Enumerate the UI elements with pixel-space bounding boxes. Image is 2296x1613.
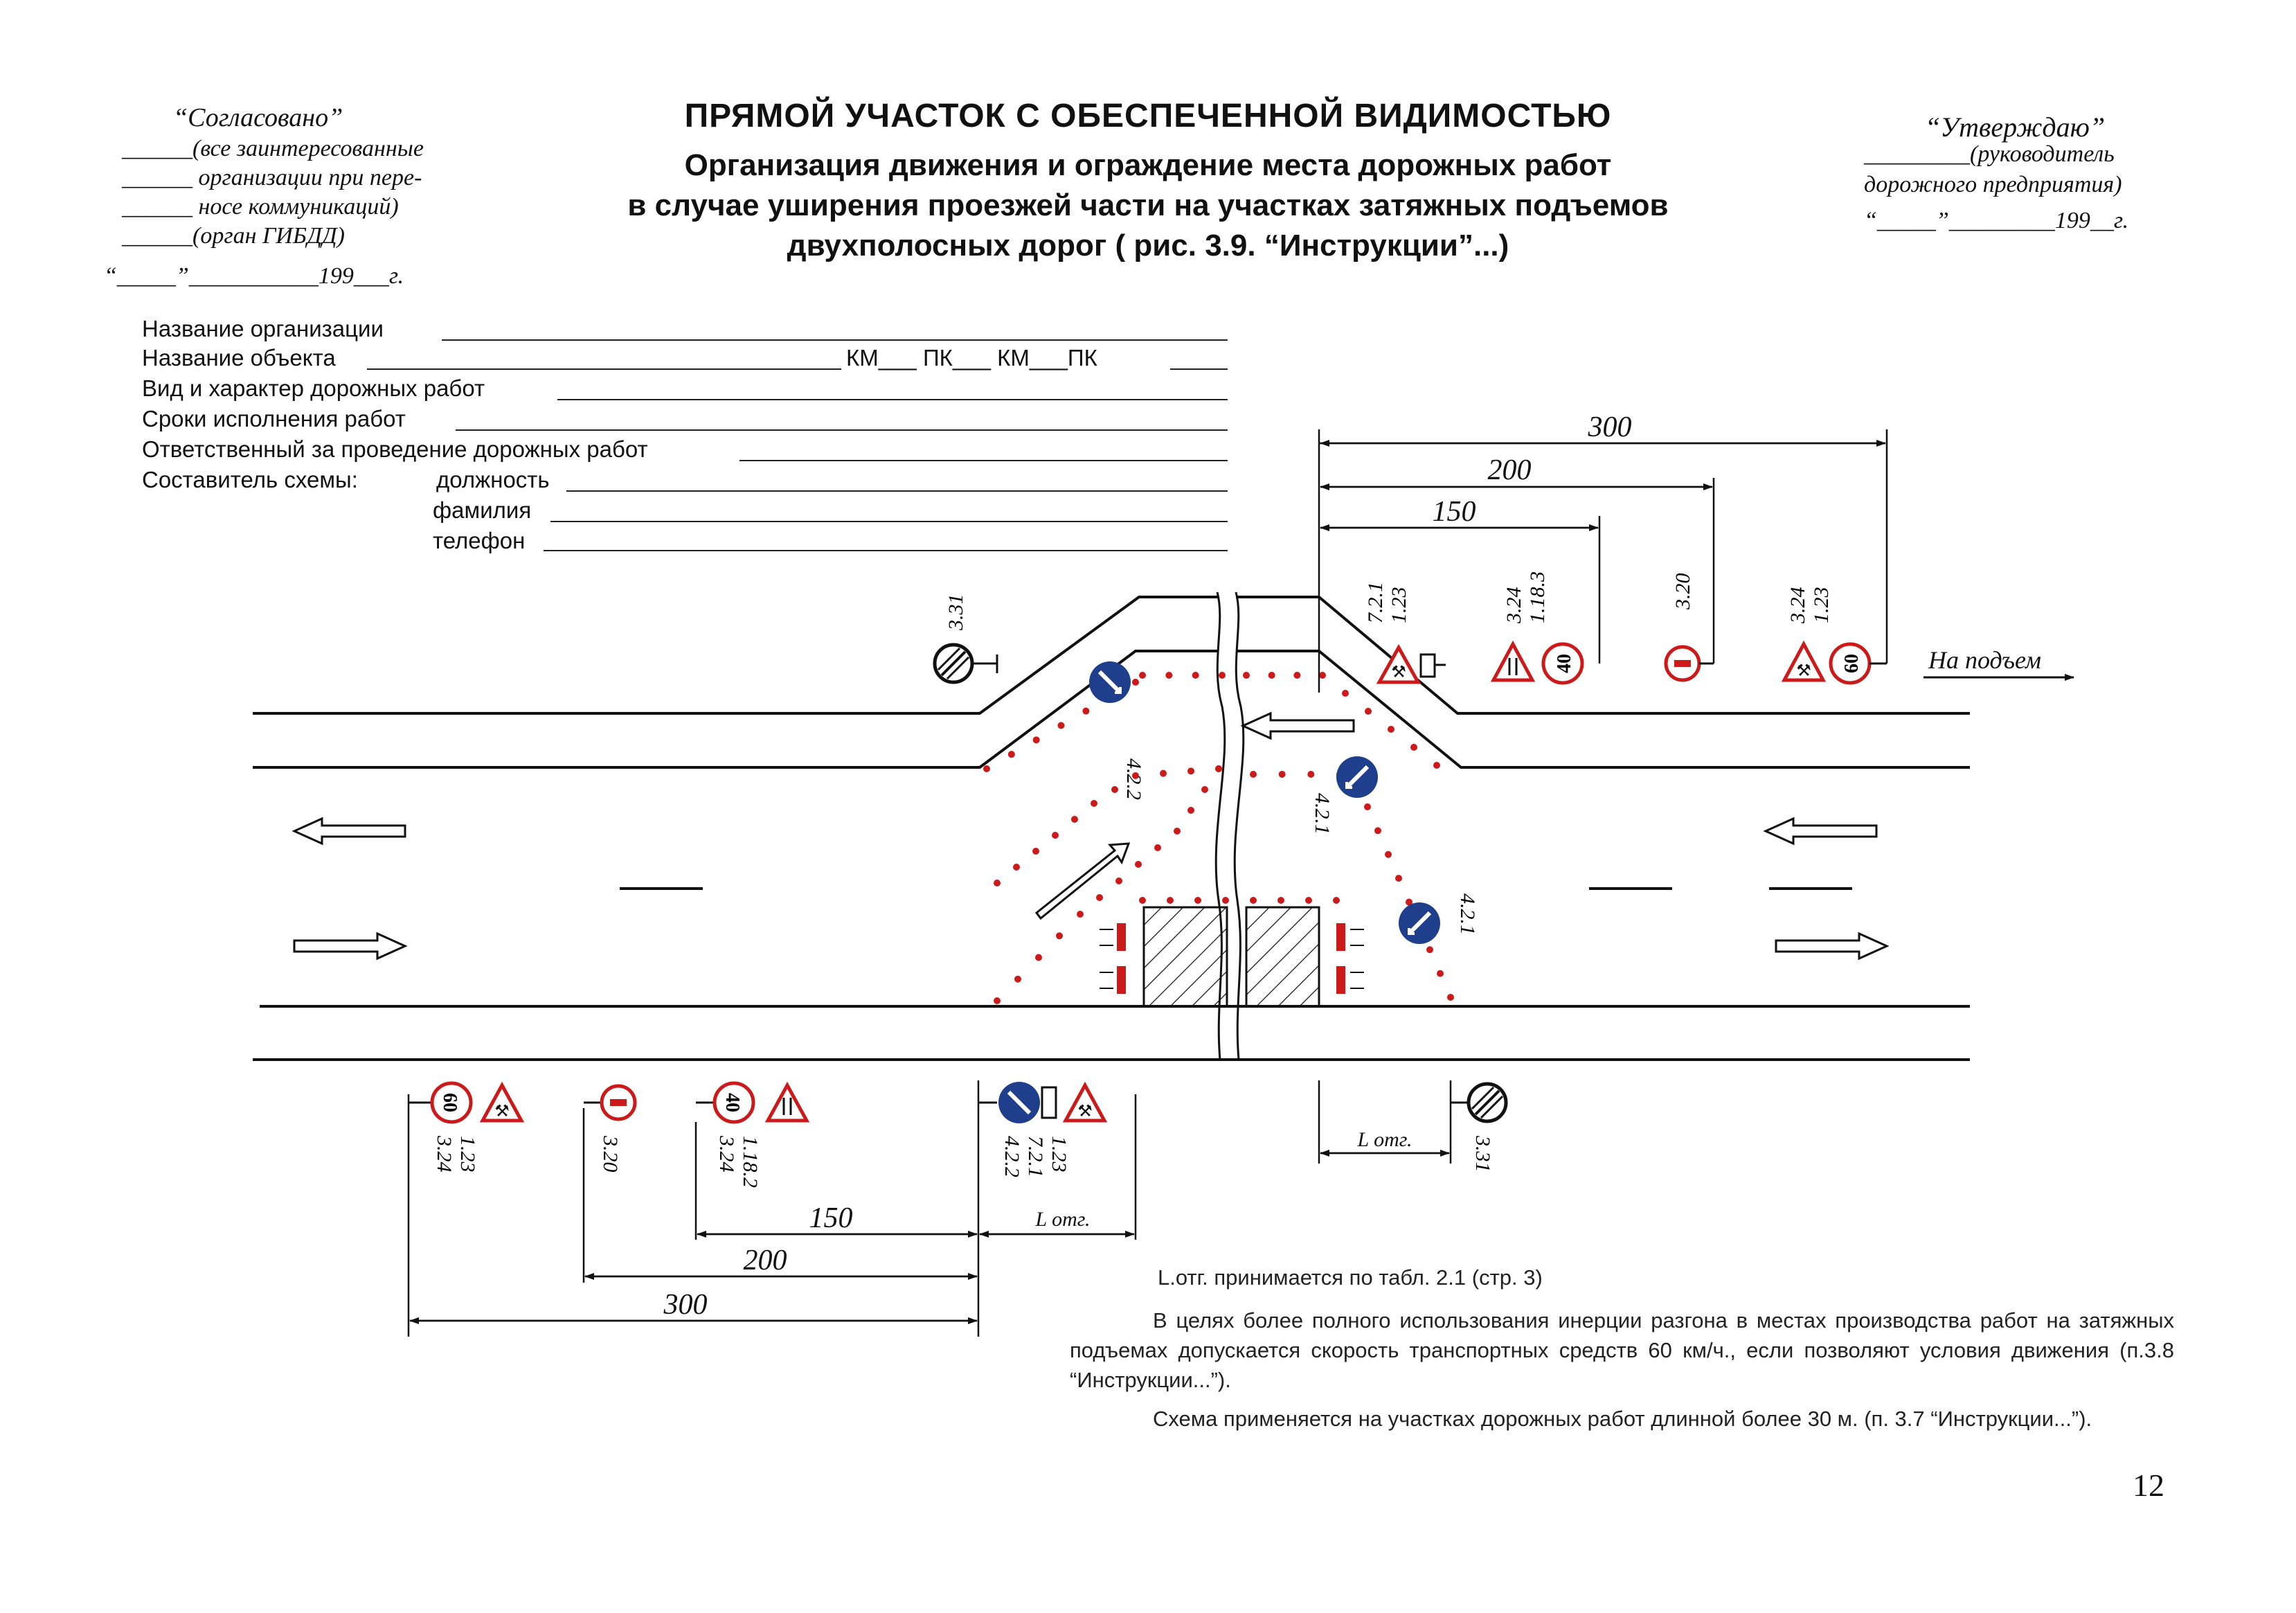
code-3-31-top: 3.31 xyxy=(944,594,967,630)
road-widened-inner-left xyxy=(253,651,1217,767)
cone-dot xyxy=(1385,851,1392,858)
dim-right-l-otg: L отг. xyxy=(1357,1128,1412,1151)
code-4-2-2-7-2-1-1-23-bottom: 4.2.27.2.11.23 xyxy=(1001,1136,1070,1177)
cone-dot xyxy=(1307,771,1314,778)
sign-1-23-7-2-1-top xyxy=(1364,582,1446,682)
approval-right-date: “_____”_________199__г. xyxy=(1864,208,2129,233)
dim-top-300: 300 xyxy=(1588,411,1632,443)
svg-text:⚒: ⚒ xyxy=(1077,1103,1093,1121)
cone-dot xyxy=(1395,875,1402,882)
cone-dot xyxy=(1091,800,1097,807)
code-1-23-3-24-top: 1.233.24 xyxy=(1786,587,1833,623)
arrow-left-upper-right xyxy=(1766,819,1876,844)
sign-3-31-top xyxy=(935,594,997,683)
cone-dot xyxy=(1139,897,1146,904)
cone-dot xyxy=(1014,976,1021,983)
note-speed: В целях более полного использования инерции разгона в местах производства работ на затяжных подъемах допускается скорость транспортных средств 60 км/ч., если позволяют условия движения (п.3.8 “Инструкции...”). xyxy=(1070,1308,2174,1392)
approval-left-title: “Согласовано” xyxy=(173,103,343,132)
arrow-diagonal-bypass xyxy=(1037,844,1129,918)
cone-dot xyxy=(1160,770,1167,777)
code-4-2-1-top: 4.2.1 xyxy=(1311,793,1334,835)
subtitle-line-1: Организация движения и ограждение места дорожных работ xyxy=(684,148,1612,182)
bottom-signs xyxy=(409,1082,1506,1188)
dim-bottom-l-otg: L отг. xyxy=(1035,1208,1091,1231)
cone-dot xyxy=(1071,816,1078,823)
cone-dot xyxy=(1035,954,1042,961)
cone-dot xyxy=(1201,786,1208,793)
cone-dot xyxy=(1056,932,1063,939)
dim-top-150: 150 xyxy=(1432,496,1476,528)
barrier-left-1 xyxy=(1117,923,1126,951)
sign-3-20-top xyxy=(1666,573,1714,681)
cone-dot xyxy=(1333,897,1340,904)
cone-dot xyxy=(1187,767,1194,774)
arrow-right-lower-right xyxy=(1776,934,1887,959)
sign-3-24-1-23-bottom xyxy=(409,1083,521,1173)
note-scheme-applies: Схема применяется на участках дорожных работ длинной более 30 м. (п. 3.7 “Инструкции...”). xyxy=(1153,1407,2092,1431)
subtitle-line-3: двухполосных дорог ( рис. 3.9. “Инструкции”...) xyxy=(787,229,1509,262)
code-3-20-bottom: 3.20 xyxy=(599,1136,622,1173)
cone-dot xyxy=(1374,827,1381,834)
subtitle-line-2: в случае уширения проезжей части на участках затяжных подъемов xyxy=(627,188,1669,222)
sign-3-20-bottom xyxy=(584,1086,635,1173)
arrow-left-upper-left xyxy=(294,819,405,844)
cone-dot xyxy=(1268,672,1275,679)
cone-dot xyxy=(1426,946,1433,953)
cone-dot xyxy=(1165,672,1172,679)
form-label-km-pk: КМ___ ПК___ КМ___ПК xyxy=(846,345,1097,371)
cone-dot xyxy=(1077,911,1084,918)
form-label-phone: телефон xyxy=(433,528,526,553)
approval-right-line1: _________(руководитель xyxy=(1864,141,2115,167)
svg-text:⚒: ⚒ xyxy=(494,1103,510,1121)
svg-text:⚒: ⚒ xyxy=(1391,663,1406,681)
work-zone-left xyxy=(1144,907,1227,1006)
cone-dot xyxy=(1187,807,1194,814)
approval-left-line3: ______ носе коммуникаций) xyxy=(122,194,399,220)
code-1-18-3-3-24-top: 1.18.33.24 xyxy=(1503,571,1549,623)
cone-dot xyxy=(1032,848,1039,855)
sign-3-31-bottom xyxy=(1451,1084,1506,1173)
code-3-24-1-23-bottom: 3.241.23 xyxy=(433,1136,479,1173)
cone-dot xyxy=(1135,861,1142,868)
arrow-left-widened xyxy=(1243,713,1354,738)
approval-right-title: “Утверждаю” xyxy=(1925,112,2106,143)
sign-1-23-3-24-top xyxy=(1784,587,1887,684)
speed-40-top: 40 xyxy=(1554,654,1575,673)
code-3-31-bottom: 3.31 xyxy=(1471,1136,1494,1173)
sign-4-2-2-7-2-1-1-23-bottom xyxy=(978,1082,1104,1177)
form-label-terms: Сроки исполнения работ xyxy=(142,406,406,431)
traffic-arrows xyxy=(294,713,1887,959)
speed-40-bottom: 40 xyxy=(721,1093,743,1112)
speed-60-top: 60 xyxy=(1841,654,1863,673)
cone-dot xyxy=(1250,771,1257,778)
cone-dot xyxy=(1365,708,1372,715)
form-label-responsible: Ответственный за проведение дорожных работ xyxy=(142,436,648,462)
arrow-right-lower-left xyxy=(294,934,405,959)
cone-dot xyxy=(1194,897,1201,904)
dimension-lines xyxy=(409,429,2074,1337)
cone-dot xyxy=(1250,897,1257,904)
cone-dot xyxy=(1154,844,1161,851)
cone-dot xyxy=(1115,877,1122,884)
note-l-otg: L.отг. принимается по табл. 2.1 (стр. 3) xyxy=(1158,1265,1543,1290)
cone-dot xyxy=(1305,897,1312,904)
barrier-right-1 xyxy=(1336,923,1345,951)
sign-1-18-3-3-24-top xyxy=(1494,571,1582,683)
cone-dot xyxy=(1243,672,1250,679)
cone-dot xyxy=(1388,726,1394,733)
cone-dot xyxy=(1219,672,1226,679)
cone-dot xyxy=(1293,672,1300,679)
barrier-lamps xyxy=(1100,929,1364,988)
cone-dot xyxy=(1215,765,1222,772)
cone-dot xyxy=(1132,679,1139,686)
cone-dot xyxy=(994,997,1001,1004)
direction-label: На подъем xyxy=(1928,646,2042,674)
svg-text:⚒: ⚒ xyxy=(1796,662,1811,680)
sign-4-2-1-top xyxy=(1311,756,1378,835)
sign-3-24-1-18-2-bottom xyxy=(696,1083,807,1188)
form-label-author: Составитель схемы: xyxy=(142,467,358,492)
code-1-23-7-2-1-top: 1.237.2.1 xyxy=(1364,582,1410,623)
cone-dot xyxy=(983,765,990,772)
code-4-2-1-right: 4.2.1 xyxy=(1456,893,1479,935)
dim-bottom-200: 200 xyxy=(743,1245,787,1276)
form-label-position: должность xyxy=(436,467,550,492)
dim-top-200: 200 xyxy=(1487,454,1532,486)
form-label-object: Название объекта xyxy=(142,345,336,371)
dim-bottom-300: 300 xyxy=(663,1289,708,1321)
barrier-right-2 xyxy=(1336,966,1345,994)
cone-dot xyxy=(1342,690,1349,697)
cone-dot xyxy=(1013,864,1020,871)
work-zones xyxy=(1144,907,1319,1006)
code-3-24-1-18-2-bottom: 3.241.18.2 xyxy=(715,1136,762,1188)
cone-dot xyxy=(1033,736,1040,743)
cone-dot xyxy=(1279,771,1286,778)
cone-dot xyxy=(1364,803,1371,810)
page-number: 12 xyxy=(2133,1468,2164,1503)
dim-bottom-150: 150 xyxy=(809,1202,853,1234)
approval-left-line4: ______(орган ГИБДД) xyxy=(122,223,345,249)
barrier-left-2 xyxy=(1117,966,1126,994)
code-4-2-2-top: 4.2.2 xyxy=(1122,758,1145,800)
page-title: ПРЯМОЙ УЧАСТОК С ОБЕСПЕЧЕННОЙ ВИДИМОСТЬЮ xyxy=(684,98,1612,134)
work-zone-right xyxy=(1246,907,1319,1006)
cone-dot xyxy=(1082,708,1089,715)
cone-dot xyxy=(1052,832,1059,839)
cone-dot xyxy=(1111,786,1118,793)
cone-dot xyxy=(1096,894,1103,901)
cone-dot xyxy=(1410,744,1417,751)
cone-dot xyxy=(1437,970,1444,977)
code-3-20-top: 3.20 xyxy=(1671,573,1694,609)
cone-dot xyxy=(1174,828,1181,835)
approval-right-line2: дорожного предприятия) xyxy=(1864,172,2122,197)
form-label-kind: Вид и характер дорожных работ xyxy=(142,375,485,401)
cone-dot xyxy=(1319,672,1326,679)
cone-dot xyxy=(1433,762,1440,769)
form-label-organization: Название организации xyxy=(142,316,384,341)
cone-dot xyxy=(1192,672,1199,679)
approval-left-line2: ______ организации при пере- xyxy=(122,165,422,190)
cone-dot xyxy=(1277,897,1284,904)
speed-60-bottom: 60 xyxy=(439,1093,460,1112)
cone-dot xyxy=(1447,994,1454,1001)
dimension-labels xyxy=(663,411,2042,1321)
cone-dot xyxy=(1008,751,1015,758)
cone-dot xyxy=(1139,672,1146,679)
approval-left-line1: ______(все заинтересованные xyxy=(122,136,424,161)
approval-left-date: “_____”___________199___г. xyxy=(104,263,404,289)
form-label-surname: фамилия xyxy=(433,497,532,523)
cone-dot xyxy=(1167,897,1174,904)
cone-dot xyxy=(1058,722,1065,729)
cone-dot xyxy=(1222,897,1229,904)
cone-dot xyxy=(994,880,1001,886)
